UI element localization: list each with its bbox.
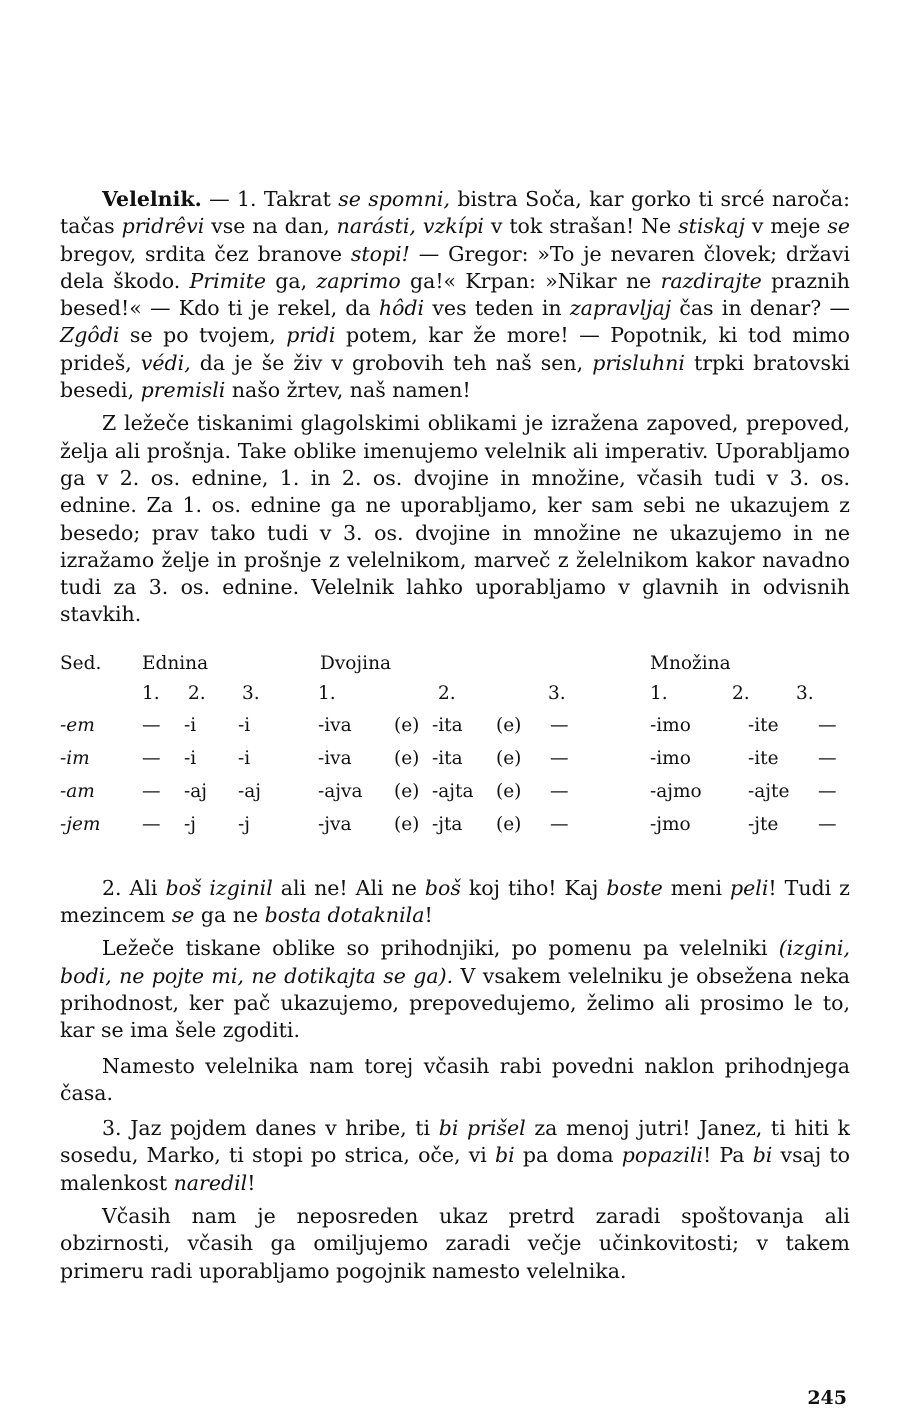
italic-text: pridi [286, 323, 336, 348]
paragraph [60, 1053, 850, 1108]
text-run: V vsakem velelniku je obsežena neka prihodnost, ker pač ukazujemo, prepovedujemo, želimo ali prosimo le to, kar se ima šele zgoditi. [60, 963, 850, 1043]
italic-text: stiskaj [678, 214, 745, 239]
text-run: bistra Soča, kar gorko ti srcé naroča: tačas [60, 187, 850, 239]
text-run: 3. Jaz pojdem danes v hribe, ti [102, 1116, 439, 1141]
text-run: — Gregor: »To je nevaren človek; državi dela škodo. [60, 241, 850, 293]
subheader-d2: 2. [438, 682, 456, 704]
text-run: ga ne [194, 903, 265, 928]
table-cell-e2: -j [184, 813, 196, 835]
page-content [60, 186, 850, 1285]
table-cell-d2: -ita [432, 714, 463, 736]
text-run: potem, kar že more! — Popotnik, ki tod mimo prideš, [60, 323, 850, 375]
text-run: ves teden in [424, 296, 570, 321]
table-cell-d2e: (e) [496, 780, 522, 802]
table-cell-m1: -imo [650, 747, 691, 769]
italic-text: védi, [140, 350, 191, 375]
table-cell-e3: -j [238, 813, 250, 835]
table-cell-e2: -i [184, 747, 197, 769]
text-run: našo žrtev, naš namen! [225, 378, 471, 403]
italic-text: zaprimo [316, 268, 401, 293]
text-run: ga, [266, 268, 317, 293]
page-number: 245 [807, 1387, 847, 1409]
subheader-d1: 1. [318, 682, 336, 704]
table-cell-sed: -am [60, 780, 95, 802]
table-cell-e2: -aj [184, 780, 208, 802]
table-cell-m1: -imo [650, 714, 691, 736]
italic-text: bosta dotaknila [264, 903, 425, 928]
paragraph [60, 410, 850, 628]
text-run: za menoj jutri! Janez, ti hiti k sosedu, Marko, ti stopi po strica, oče, vi [60, 1116, 850, 1168]
table-cell-e1: — [142, 747, 161, 769]
table-cell-m3: — [818, 813, 837, 835]
paragraph [60, 186, 850, 404]
text-run: koj tiho! Kaj [460, 875, 607, 900]
italic-text: naredil [173, 1170, 248, 1195]
text-run: 2. Ali [102, 875, 166, 900]
subheader-d3: 3. [548, 682, 566, 704]
table-cell-m2: -ite [748, 714, 779, 736]
text-run: ! [247, 1170, 256, 1195]
table-cell-e3: -i [238, 747, 251, 769]
subheader-m3: 3. [796, 682, 814, 704]
table-cell-sed: -jem [60, 813, 101, 835]
italic-text: (izgini, bodi, ne pojte mi, ne dotikajta se ga). [60, 936, 850, 988]
text-run: bregov, srdita čez branove [60, 241, 351, 266]
table-cell-d2e: (e) [496, 714, 522, 736]
paragraph [60, 1115, 850, 1197]
table-cell-m3: — [818, 714, 837, 736]
table-cell-d2: -ajta [432, 780, 474, 802]
subheader-e1: 1. [142, 682, 160, 704]
italic-text: boste [606, 875, 663, 900]
table-cell-m2: -jte [748, 813, 779, 835]
header-mnozina: Množina [650, 652, 731, 674]
text-run: da je še živ v grobovih teh naš sen, [190, 350, 593, 375]
italic-text: bi [752, 1143, 773, 1168]
text-run: ! Tudi z mezincem [60, 875, 850, 928]
text-run: meni [662, 875, 731, 900]
table-cell-d3: — [550, 747, 569, 769]
table-cell-m1: -ajmo [650, 780, 702, 802]
bold-text: Velelnik. [102, 187, 202, 211]
paragraph [60, 875, 850, 930]
text-run: ! [424, 903, 433, 928]
table-cell-d1e: (e) [394, 714, 420, 736]
table-cell-d1: -ajva [318, 780, 363, 802]
table-cell-d1: -iva [318, 714, 352, 736]
italic-text: bi [495, 1143, 515, 1168]
table-cell-d1e: (e) [394, 813, 420, 835]
paragraph [60, 935, 850, 1044]
table-cell-e1: — [142, 714, 161, 736]
table-cell-d1: -iva [318, 747, 352, 769]
table-cell-m2: -ajte [748, 780, 790, 802]
italic-text: stopi! [350, 241, 410, 266]
text-run: pa doma [514, 1143, 622, 1168]
italic-text: popazili [621, 1143, 703, 1168]
text-run: Z ležeče tiskanimi glagolskimi oblikami je izražena zapoved, prepoved, želja ali prošnja. Take oblike imenujemo velelnik ali imperativ. Uporabljamo ga v 2. os. ednine, 1. in 2. os. dvojine in množine, včasih tudi v 3. os. ednine. Za 1. os. ednine ga ne uporabljamo, ker sam sebi ne ukazujem z besedo; prav tako tudi v 3. os. dvojine in množine ne ukazujemo in ne izražamo želje in prošnje z velelnikom, marveč z želelnikom kakor navadno tudi za 3. os. ednine. Velelnik lahko uporabljamo v glavnih in odvisnih stavkih. [60, 411, 850, 627]
text-run: Včasih nam je neposreden ukaz pretrd zaradi spoštovanja ali obzirnosti, včasih ga omiljujemo zaradi večje učinkovitosti; v takem primeru radi uporabljamo pogojnik namesto velelnika. [60, 1204, 850, 1283]
table-cell-d2: -jta [432, 813, 463, 835]
table-cell-m3: — [818, 780, 837, 802]
table-cell-d2: -ita [432, 747, 463, 769]
text-run: v meje [744, 214, 828, 239]
table-cell-sed: -im [60, 747, 90, 769]
table-cell-m1: -jmo [650, 813, 691, 835]
paragraph [60, 1203, 850, 1285]
text-run: — 1. Takrat [201, 187, 339, 211]
italic-text: boš [424, 875, 461, 900]
text-run: vsaj to malenkost [60, 1143, 850, 1195]
table-cell-d3: — [550, 714, 569, 736]
italic-text: se [171, 903, 195, 928]
italic-text: se [827, 214, 850, 239]
italic-text: se spomni, [338, 187, 450, 211]
table-cell-d1e: (e) [394, 747, 420, 769]
italic-text: pridrêvi [121, 214, 205, 239]
table-cell-d2e: (e) [496, 747, 522, 769]
text-run: se po tvojem, [119, 323, 287, 348]
text-section-1 [60, 186, 850, 629]
header-dvojina: Dvojina [320, 652, 392, 674]
table-cell-e3: -i [238, 714, 251, 736]
text-run: Namesto velelnika nam torej včasih rabi povedni naklon prihodnjega časa. [60, 1053, 850, 1105]
table-cell-sed: -em [60, 714, 95, 736]
italic-text: razdirajte [660, 268, 762, 293]
text-run: ali ne! Ali ne [272, 875, 425, 900]
text-run: ga!« Krpan: »Nikar ne [400, 268, 661, 293]
table-cell-d1e: (e) [394, 780, 420, 802]
text-run: čas in denar? — [671, 296, 850, 321]
italic-text: peli [730, 875, 769, 900]
italic-text: hôdi [378, 296, 425, 321]
italic-text: Zgôdi [60, 323, 120, 348]
subheader-e2: 2. [188, 682, 206, 704]
italic-text: boš izginil [165, 875, 273, 900]
subheader-e3: 3. [242, 682, 260, 704]
text-run: trpki bratovski besedi, [60, 350, 850, 403]
table-cell-e1: — [142, 813, 161, 835]
italic-text: zapravljaj [569, 296, 672, 321]
italic-text: Primite [189, 268, 266, 293]
table-cell-d2e: (e) [496, 813, 522, 835]
italic-text: narásti, vzkípi [336, 214, 484, 239]
text-run: ! Pa [703, 1143, 753, 1168]
text-run: praznih besed!« — Kdo ti je rekel, da [60, 268, 850, 321]
table-cell-e3: -aj [238, 780, 262, 802]
text-run: vse na dan, [204, 214, 337, 239]
table-cell-e2: -i [184, 714, 197, 736]
table-cell-d1: -jva [318, 813, 352, 835]
header-ednina: Ednina [142, 652, 209, 674]
table-cell-m3: — [818, 747, 837, 769]
table-cell-d3: — [550, 780, 569, 802]
subheader-m2: 2. [732, 682, 750, 704]
text-run: Ležeče tiskane oblike so prihodnjiki, po pomenu pa velelniki [102, 936, 779, 961]
table-cell-m2: -ite [748, 747, 779, 769]
header-sed: Sed. [60, 652, 102, 674]
text-run: v tok strašan! Ne [483, 214, 679, 239]
italic-text: premisli [140, 378, 226, 403]
subheader-m1: 1. [650, 682, 668, 704]
table-cell-d3: — [550, 813, 569, 835]
table-cell-e1: — [142, 780, 161, 802]
italic-text: bi prišel [438, 1116, 526, 1141]
conjugation-table [60, 653, 850, 875]
text-section-2 [60, 875, 850, 1285]
italic-text: prisluhni [592, 350, 685, 375]
